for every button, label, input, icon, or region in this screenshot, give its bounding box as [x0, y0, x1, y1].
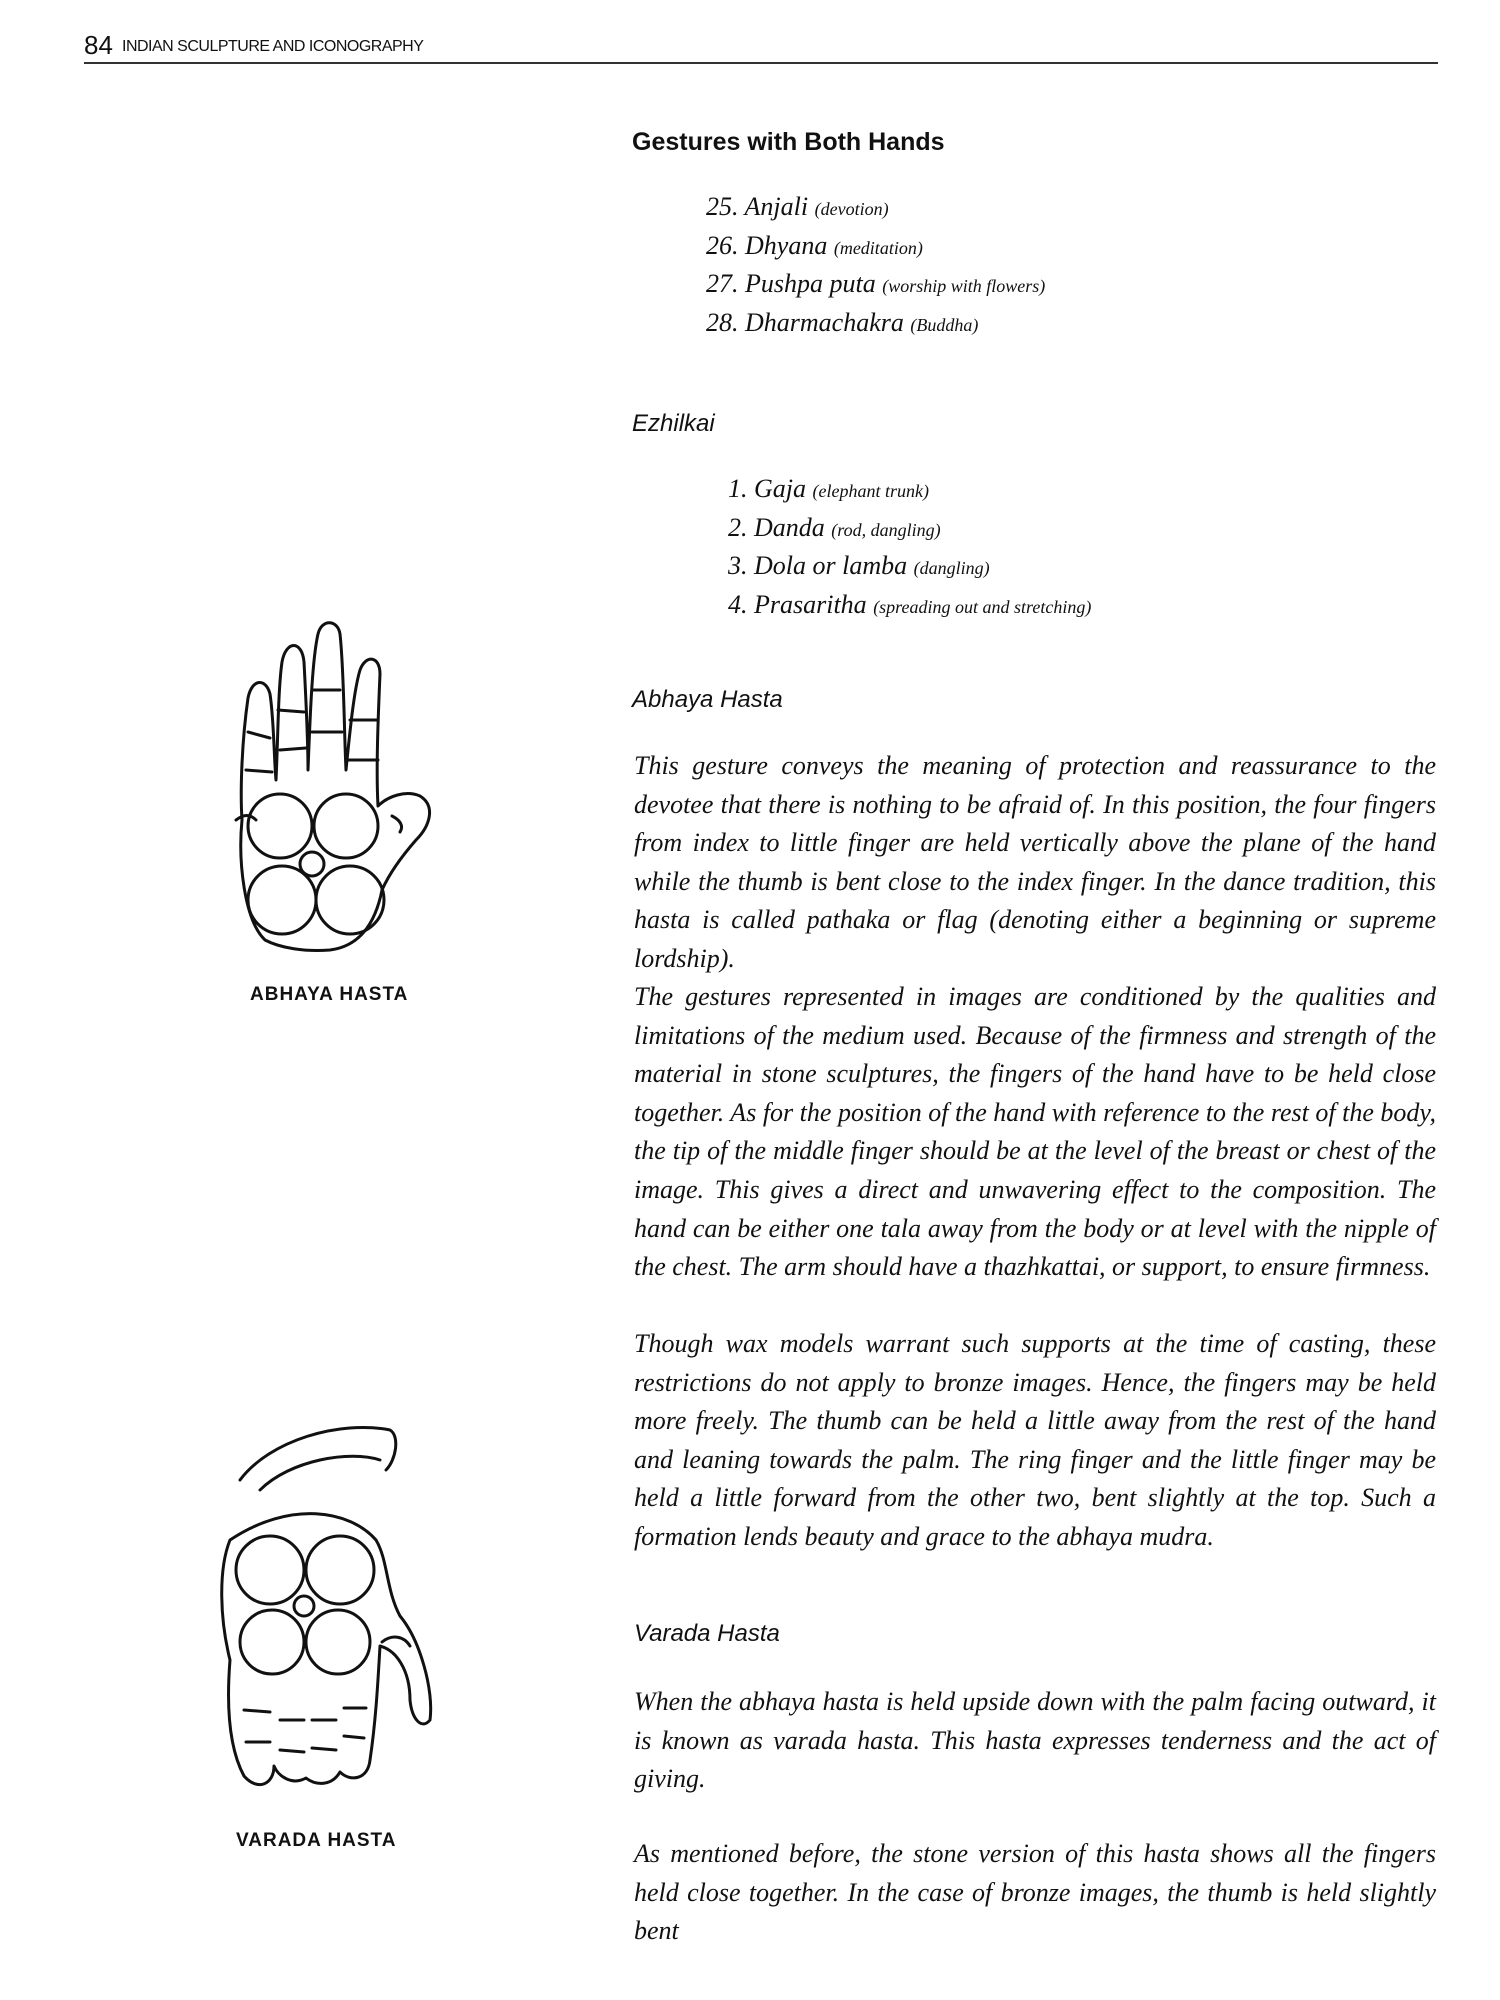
item-number: 28. — [706, 307, 739, 337]
section-heading-abhaya-hasta: Abhaya Hasta — [632, 686, 783, 713]
item-gloss: (meditation) — [833, 237, 923, 258]
both-hands-list — [706, 192, 1045, 346]
section-heading-both-hands: Gestures with Both Hands — [632, 128, 945, 156]
running-header — [84, 30, 1438, 64]
list-item — [728, 590, 1091, 629]
item-gloss: (spreading out and stretching) — [873, 596, 1092, 617]
ezhilkai-list — [728, 474, 1091, 628]
item-name: Prasaritha — [754, 589, 867, 619]
list-item — [706, 308, 1045, 347]
item-number: 1. — [728, 474, 748, 503]
varada-paragraph-2: As mentioned before, the stone version of this hasta shows all the fingers held close together. In the case of bronze images, the thumb is held slightly bent — [634, 1839, 1436, 1946]
list-item — [706, 269, 1045, 308]
item-gloss: (worship with flowers) — [882, 276, 1046, 296]
item-name: Dhyana — [745, 230, 828, 260]
item-gloss: (rod, dangling) — [831, 519, 941, 540]
item-gloss: (Buddha) — [910, 314, 979, 335]
item-number: 2. — [728, 512, 748, 542]
item-number: 3. — [728, 551, 748, 580]
item-name: Dharmachakra — [745, 307, 904, 337]
item-gloss: (dangling) — [913, 558, 990, 578]
list-item — [706, 192, 1045, 231]
abhaya-paragraph-1: This gesture conveys the meaning of protection and reassurance to the devotee that there is nothing to be afraid of. In this position, the four fingers from index to little finger are held vertically above the plane of the hand while the thumb is bent close to the index finger. In the dance tradition, this hasta is called pathaka or flag (denoting either a beginning or supreme lordship). — [634, 751, 1436, 973]
varada-paragraph-1: When the abhaya hasta is held upside down with the palm facing outward, it is known as varada hasta. This hasta expresses tenderness and the act of giving. — [634, 1687, 1436, 1794]
running-title: INDIAN SCULPTURE AND ICONOGRAPHY — [122, 38, 424, 55]
varada-hasta-illustration — [200, 1420, 440, 1800]
item-name: Dola or lamba — [754, 551, 908, 580]
item-number: 25. — [706, 192, 739, 221]
item-name: Danda — [754, 512, 825, 542]
item-name: Anjali — [744, 192, 809, 221]
item-number: 4. — [728, 589, 748, 619]
abhaya-hasta-illustration — [230, 620, 450, 960]
item-gloss: (devotion) — [814, 199, 889, 219]
item-number: 26. — [706, 230, 739, 260]
item-name: Pushpa puta — [745, 269, 876, 298]
section-heading-ezhilkai: Ezhilkai — [632, 410, 715, 437]
varada-hasta-caption: VARADA HASTA — [236, 1830, 397, 1851]
section-heading-varada-hasta: Varada Hasta — [634, 1620, 780, 1647]
list-item — [728, 513, 1091, 552]
item-number: 27. — [706, 269, 739, 298]
list-item — [728, 474, 1091, 513]
abhaya-paragraph-2: The gestures represented in images are conditioned by the qualities and limitations of the medium used. Because of the firmness and strength of the material in stone sculptures, the fingers of the hand have to be held close together. As for the position of the hand with reference to the rest of the body, the tip of the middle finger should be at the level of the breast or chest of the image. This gives a direct and unwavering effect to the composition. The hand can be either one tala away from the body or at level with the nipple of the chest. The arm should have a thazhkattai, or support, to ensure firmness. — [634, 982, 1436, 1282]
abhaya-paragraph-3: Though wax models warrant such supports at the time of casting, these restrictions do not apply to bronze images. Hence, the fingers may be held more freely. The thumb can be held a little away from the rest of the hand and leaning towards the palm. The ring finger and the little finger may be held a little forward from the other two, bent slightly at the top. Such a formation lends beauty and grace to the abhaya mudra. — [634, 1329, 1436, 1551]
list-item — [728, 551, 1091, 590]
item-name: Gaja — [754, 474, 806, 503]
abhaya-hasta-caption: ABHAYA HASTA — [250, 984, 409, 1005]
list-item — [706, 231, 1045, 270]
page-number: 84 — [84, 30, 113, 60]
item-gloss: (elephant trunk) — [812, 481, 929, 501]
